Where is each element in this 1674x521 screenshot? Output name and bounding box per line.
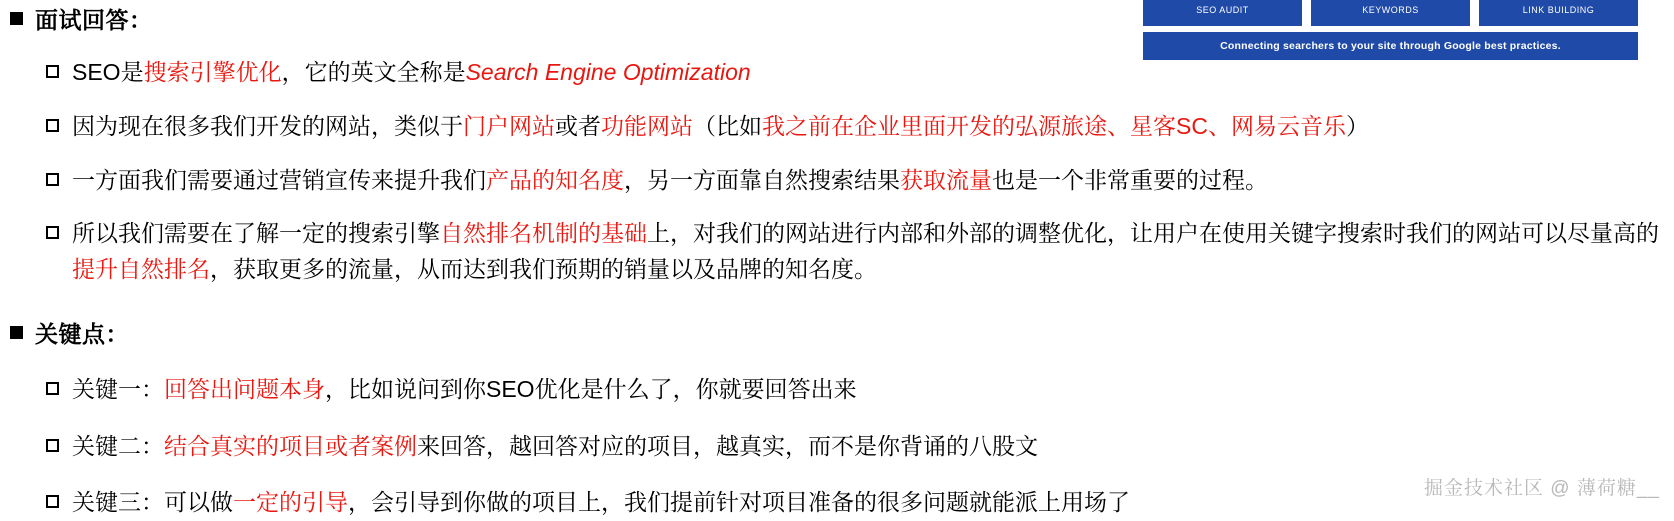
text-run: ） [1345, 112, 1369, 139]
bullet-item [46, 109, 1674, 145]
text-run: （比如 [693, 112, 762, 139]
text-run: ，另一方面靠自然搜索结果 [624, 166, 900, 193]
bullet-item [46, 429, 1674, 465]
bullet-text [72, 163, 1268, 199]
text-run-highlight: 一定的引导 [233, 489, 348, 516]
text-run: 来回答，越回答对应的项目，越真实，而不是你背诵的八股文 [417, 432, 1038, 459]
text-run: 因为现在很多我们开发的网站，类似于 [72, 112, 463, 139]
banner-button-keywords: KEYWORDS [1311, 0, 1470, 26]
text-run-highlight: 功能网站 [601, 112, 693, 139]
text-run-highlight: 结合真实的项目或者案例 [164, 432, 417, 459]
text-run: ，它的英文全称是 [281, 59, 466, 86]
text-run: ，会引导到你做的项目上，我们提前针对项目准备的很多问题就能派上用场了 [348, 489, 1130, 516]
watermark: 掘金技术社区 @ 薄荷糖__ [1424, 478, 1660, 499]
bullet-item [46, 372, 1674, 408]
text-run: SEO是 [72, 59, 144, 86]
text-run-highlight: 我之前在企业里面开发的弘源旅途、星客SC、网易云音乐 [762, 112, 1346, 139]
bullet-text [72, 216, 1662, 287]
square-bullet-icon [10, 326, 23, 339]
hollow-square-bullet-icon [46, 173, 59, 186]
bullet-text [72, 485, 1130, 521]
text-run-highlight-italic: Search Engine Optimization [465, 59, 751, 86]
hollow-square-bullet-icon [46, 495, 59, 508]
square-bullet-icon [10, 12, 23, 25]
text-run-highlight: 自然排名机制的基础 [440, 220, 647, 247]
text-run: 或者 [555, 112, 601, 139]
text-run: ，比如说问到你SEO优化是什么了，你就要回答出来 [325, 375, 857, 402]
hollow-square-bullet-icon [46, 119, 59, 132]
hollow-square-bullet-icon [46, 226, 59, 239]
text-run: 一方面我们需要通过营销宣传来提升我们 [72, 166, 486, 193]
text-run: 也是一个非常重要的过程。 [992, 166, 1268, 193]
bullet-text [72, 429, 1038, 465]
banner-button-link-building: LINK BUILDING [1479, 0, 1638, 26]
banner-tagline: Connecting searchers to your site through Google best practices. [1143, 32, 1638, 60]
text-run: 关键二： [72, 432, 164, 459]
text-run-highlight: 提升自然排名 [72, 255, 210, 282]
section-heading-interview-answer: 面试回答： [10, 4, 1674, 37]
section-key-points [0, 318, 1674, 521]
text-run: 上，对我们的网站进行内部和外部的调整优化，让用户在使用关键字搜索时我们的网站可以尽量高的 [647, 220, 1659, 247]
text-run-highlight: 产品的知名度 [486, 166, 624, 193]
text-run: 所以我们需要在了解一定的搜索引擎 [72, 220, 440, 247]
bullet-text [72, 109, 1369, 145]
bullet-text [72, 55, 751, 91]
text-run-highlight: 搜索引擎优化 [143, 59, 282, 86]
text-run: 关键三：可以做 [72, 489, 233, 516]
text-run-highlight: 获取流量 [900, 166, 992, 193]
bullet-text [72, 372, 857, 408]
hollow-square-bullet-icon [46, 382, 59, 395]
bullet-item [46, 163, 1674, 199]
hollow-square-bullet-icon [46, 65, 59, 78]
bullet-item [46, 55, 1674, 91]
text-run: 关键一： [72, 375, 164, 402]
text-run-highlight: 门户网站 [463, 112, 555, 139]
bullet-item [46, 216, 1674, 287]
section-heading-key-points: 关键点： [10, 318, 1674, 351]
text-run: ，获取更多的流量，从而达到我们预期的销量以及品牌的知名度。 [210, 255, 877, 282]
banner-button-seo-audit: SEO AUDIT [1143, 0, 1302, 26]
hollow-square-bullet-icon [46, 439, 59, 452]
text-run-highlight: 回答出问题本身 [164, 375, 325, 402]
